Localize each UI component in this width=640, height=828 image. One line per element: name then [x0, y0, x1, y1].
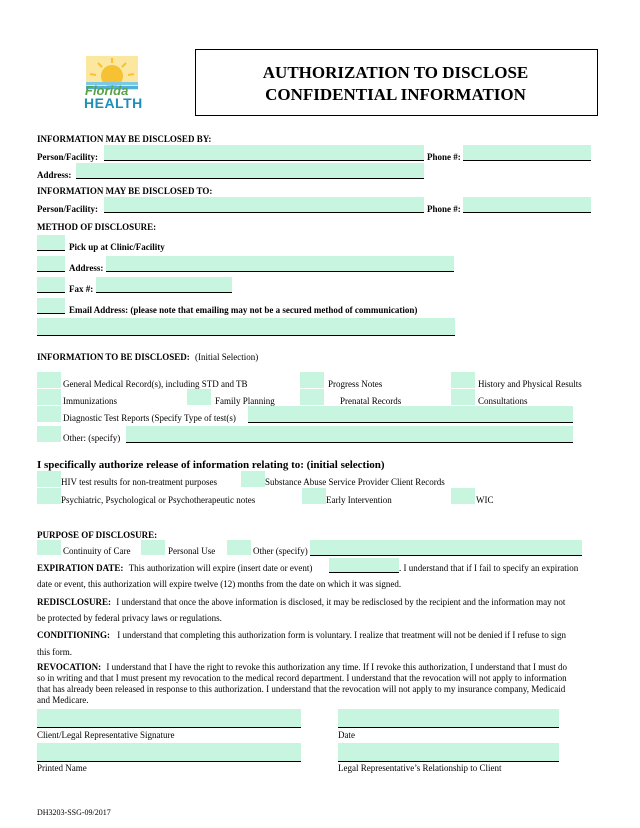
revocation-label: REVOCATION: [37, 662, 102, 672]
other-initial-field[interactable] [37, 426, 61, 442]
diagnostic-label: Diagnostic Test Reports (Specify Type of test(s) [63, 413, 236, 423]
purpose-other-label: Other (specify) [253, 546, 308, 556]
form-code: DH3203-SSG-09/2017 [37, 808, 111, 817]
purpose-other-specify-field[interactable] [310, 540, 582, 556]
expiration-text-1: This authorization will expire (insert date or event) [128, 563, 313, 573]
title-line-2: CONFIDENTIAL INFORMATION [265, 85, 526, 104]
fax-initial-field[interactable] [37, 277, 65, 293]
fax-label: Fax #: [69, 284, 94, 294]
history-initial-field[interactable] [451, 372, 475, 388]
expiration-row [37, 563, 312, 573]
expiration-date-field[interactable] [329, 558, 399, 573]
expiration-label: EXPIRATION DATE: [37, 563, 124, 573]
to-person-field[interactable] [104, 197, 424, 213]
pickup-initial-field[interactable] [37, 235, 65, 251]
consultations-initial-field[interactable] [451, 389, 475, 405]
family-initial-field[interactable] [187, 389, 211, 405]
by-person-field[interactable] [104, 145, 424, 161]
fax-field[interactable] [96, 277, 232, 293]
info-heading-note: (Initial Selection) [195, 352, 259, 362]
progress-initial-field[interactable] [300, 372, 324, 388]
method-address-field[interactable] [106, 256, 454, 272]
hiv-initial-field[interactable] [37, 471, 61, 487]
early-label: Early Intervention [326, 495, 392, 505]
revocation-text-2: so in writing and that I must present my revocation to the medical record department. I understand that the revocation will not apply to information [37, 673, 567, 683]
by-address-label: Address: [37, 170, 72, 180]
family-label: Family Planning [215, 396, 275, 406]
revocation-text-3: that has already been released in response to this authorization. I understand that the revocation will not apply to my insurance company, Medicaid [37, 684, 566, 694]
specific-heading: I specifically authorize release of information relating to: (initial selection) [37, 459, 385, 471]
signature-label: Client/Legal Representative Signature [37, 730, 175, 740]
prenatal-initial-field[interactable] [300, 389, 324, 405]
printed-name-field[interactable] [37, 743, 301, 762]
diagnostic-initial-field[interactable] [37, 406, 61, 422]
disclosed-to-heading: INFORMATION MAY BE DISCLOSED TO: [37, 186, 213, 196]
other-label: Other: (specify) [63, 433, 121, 443]
general-initial-field[interactable] [37, 372, 61, 388]
redisclosure-row [37, 597, 565, 607]
personal-label: Personal Use [168, 546, 216, 556]
substance-initial-field[interactable] [241, 471, 265, 487]
revocation-row [37, 662, 567, 672]
psych-initial-field[interactable] [37, 488, 61, 504]
conditioning-text-1: I understand that completing this authorization form is voluntary. I realize that treatment will not be denied if I refuse to sign [117, 630, 567, 640]
diagnostic-specify-field[interactable] [248, 406, 573, 423]
logo-text-florida: Florida [85, 83, 129, 98]
relationship-label: Legal Representative’s Relationship to Client [338, 763, 502, 773]
date-label: Date [338, 730, 355, 740]
other-specify-field[interactable] [126, 426, 573, 443]
immunizations-label: Immunizations [63, 396, 117, 406]
early-initial-field[interactable] [302, 488, 326, 504]
personal-initial-field[interactable] [141, 540, 165, 555]
by-address-field[interactable] [76, 163, 424, 179]
email-initial-field[interactable] [37, 298, 65, 314]
by-phone-field[interactable] [463, 145, 591, 161]
pickup-label: Pick up at Clinic/Facility [69, 242, 165, 252]
info-heading-row [37, 352, 258, 362]
hiv-label: HIV test results for non-treatment purposes [61, 477, 218, 487]
to-phone-label: Phone #: [427, 204, 461, 214]
to-person-label: Person/Facility: [37, 204, 98, 214]
conditioning-text-2: this form. [37, 647, 72, 657]
address-initial-field[interactable] [37, 256, 65, 272]
continuity-initial-field[interactable] [37, 540, 61, 555]
method-heading: METHOD OF DISCLOSURE: [37, 222, 157, 232]
disclosed-by-heading: INFORMATION MAY BE DISCLOSED BY: [37, 134, 212, 144]
date-field[interactable] [338, 709, 559, 728]
method-address-label: Address: [69, 263, 104, 273]
wic-label: WIC [476, 495, 494, 505]
email-label: Email Address: (please note that emailing may not be a secured method of communication) [69, 305, 418, 315]
expiration-text-2: . I understand that if I fail to specify an expiration [399, 563, 579, 573]
purpose-heading: PURPOSE OF DISCLOSURE: [37, 530, 158, 540]
immunizations-initial-field[interactable] [37, 389, 61, 405]
logo-text-health: HEALTH [84, 95, 143, 111]
conditioning-label: CONDITIONING: [37, 630, 111, 640]
consultations-label: Consultations [478, 396, 528, 406]
conditioning-row [37, 630, 566, 640]
purpose-other-initial-field[interactable] [227, 540, 251, 555]
signature-field[interactable] [37, 709, 301, 728]
substance-label: Substance Abuse Service Provider Client Records [265, 477, 445, 487]
revocation-text-4: and Medicare. [37, 695, 89, 705]
revocation-text-1: I understand that I have the right to revoke this authorization any time. If I revoke this authorization, I understand that I must do [106, 662, 568, 672]
by-person-label: Person/Facility: [37, 152, 98, 162]
redisclosure-label: REDISCLOSURE: [37, 597, 112, 607]
history-label: History and Physical Results [478, 379, 582, 389]
progress-label: Progress Notes [328, 379, 383, 389]
redisclosure-text-1: I understand that once the above information is disclosed, it may be redisclosed by the recipient and the information may not [116, 597, 566, 607]
to-phone-field[interactable] [463, 197, 591, 213]
general-label: General Medical Record(s), including STD and TB [63, 379, 248, 389]
wic-initial-field[interactable] [451, 488, 475, 504]
prenatal-label: Prenatal Records [340, 396, 402, 406]
printed-name-label: Printed Name [37, 763, 87, 773]
email-field[interactable] [37, 318, 455, 336]
by-phone-label: Phone #: [427, 152, 461, 162]
relationship-field[interactable] [338, 743, 559, 762]
title-line-1: AUTHORIZATION TO DISCLOSE [262, 63, 529, 82]
redisclosure-text-2: be protected by federal privacy laws or regulations. [37, 613, 222, 623]
expiration-text-3: date or event, this authorization will expire twelve (12) months from the date on which it was signed. [37, 579, 402, 589]
continuity-label: Continuity of Care [63, 546, 131, 556]
info-heading: INFORMATION TO BE DISCLOSED: [37, 352, 190, 362]
psych-label: Psychiatric, Psychological or Psychotherapeutic notes [61, 495, 256, 505]
